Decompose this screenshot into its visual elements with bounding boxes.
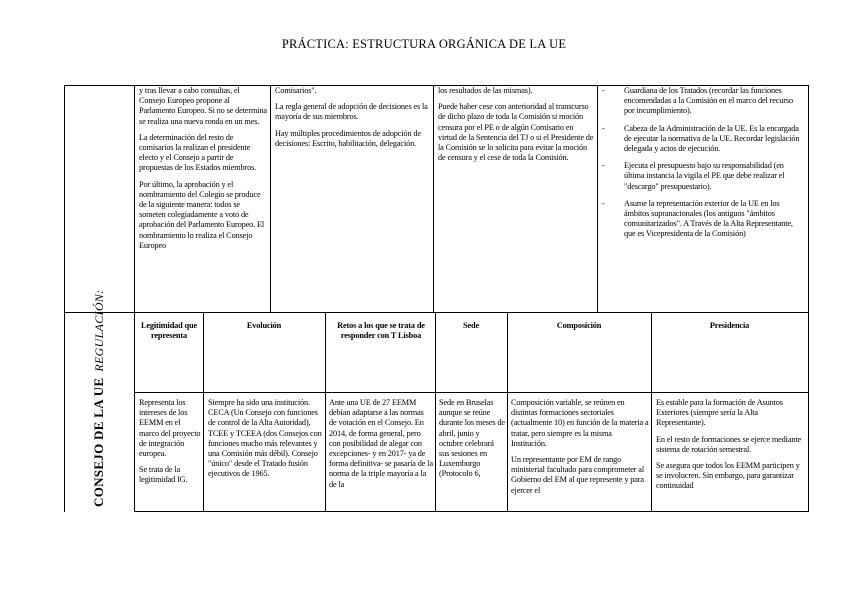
legitimidad-cell — [139, 398, 201, 510]
page-title: PRÁCTICA: ESTRUCTURA ORGÁNICA DE LA UE — [281, 37, 567, 51]
paragraph: Comisarios". — [275, 86, 317, 95]
paragraph: Siempre ha sido una institución. CECA (Un Consejo con funciones de control de la Alta Autoridad), TCEE y TCEEA (dos Consejos con funciones mucho más relevantes y una Comisión más débil). Consejo "único" desde el Tratado fusión ejecutivos de 1965. — [208, 398, 322, 479]
paragraph: Sede en Bruselas aunque se reúne durante los meses de abril, junio y octubre celebrará sus sesiones en Luxemburgo (Protocolo 6, — [439, 398, 505, 479]
paragraph: En el resto de formaciones se ejerce mediante sistema de rotación semestral. — [656, 434, 802, 454]
composicion-cell — [511, 398, 649, 510]
retos-cell — [329, 398, 433, 510]
list-item: - Asume la representación exterior de la UE en los ámbitos supranacionales (los antiguos "ámbitos comunitarizados". A Través de la Alta Representante, que es Vicepresidenta de la Comisión) — [602, 198, 793, 239]
header-composicion: Composición — [556, 321, 602, 330]
paragraph: Hay múltiples procedimientos de adopción de decisiones: Escrito, habilitación, delegación. — [275, 128, 421, 148]
sede-cell — [439, 398, 505, 510]
comision-funciones-cell — [602, 86, 805, 311]
paragraph: Representa los intereses de los EEMM en el marco del proyecto de integración europea. — [139, 398, 201, 459]
paragraph: Composición variable, se reúnen en distintas formaciones sectoriales (actualmente 10) en función de la materia a tratar, pero siempre es la misma Institución. — [511, 398, 649, 448]
paragraph: La determinación del resto de comisarios la realizan el presidente electo y el Consejo a partir de propuestas de los Estados miembros. — [139, 132, 257, 173]
paragraph: Se trata de la legitimidad IG. — [139, 465, 188, 485]
header-evolucion: Evolución — [246, 321, 282, 330]
header-retos: Retos a los que se trata de responder con T Lisboa — [337, 321, 425, 340]
paragraph: y tras llevar a cabo consultas, el Consejo Europeo propone al Parlamento Europeo. Si no se determina se realiza una nueva ronda en un mes. — [139, 86, 267, 126]
header-legitimidad: Legitimidad que representa — [140, 321, 198, 340]
paragraph: Ante una UE de 27 EEMM debían adaptarse a las normas de votación en el Consejo. En 2014, de forma general, pero con posibilidad de alegar con excepciones- y en 2017- ya de forma definitiva- se pasaría de la norma de la triple mayoría a la de la — [329, 398, 433, 489]
paragraph: Puede haber cese con anterioridad al transcurso de dicho plazo de toda la Comisión si moción censura por el PE o de algún Comisario en virtud de la Sentencia del TJ o si el Presidente de la Comisión se lo solicita para evitar la moción de censura y el cese de toda la Comisión. — [438, 102, 594, 163]
paragraph: Un representante por EM de rango ministerial facultado para comprometer al Gobierno del EM al que represente y para ejercer el — [511, 455, 644, 495]
list-item: - Cabeza de la Administración de la UE. Es la encargada de ejecutar la normativa de la UE. Recordar legislación delegada y actos de ejecución. — [602, 123, 800, 154]
funciones-list — [602, 86, 805, 240]
paragraph: Por último, la aprobación y el nombramiento del Colegio se produce de la siguiente manera: todos se someten colegiadamente a voto de aprobación del Parlamento Europeo. El nombramiento lo realiza el Consejo Europeo — [139, 179, 265, 250]
presidencia-cell — [656, 398, 806, 510]
comision-cese-cell — [438, 86, 594, 311]
paragraph: La regla general de adopción de decisiones es la mayoría de sus miembros. — [275, 102, 428, 122]
paragraph: Es estable para la formación de Asuntos Exteriores (siempre sería la Alta Representante). — [656, 398, 783, 428]
header-presidencia: Presidencia — [709, 321, 750, 330]
regulacion-label: REGULACIÓN: — [92, 289, 106, 372]
comision-nombramiento-cell — [139, 86, 267, 311]
evolucion-cell — [208, 398, 323, 510]
consejo-label: CONSEJO DE LA UE — [91, 377, 106, 507]
header-sede: Sede — [463, 321, 479, 330]
list-item: - Guardiana de los Tratados (recordar las funciones encomendadas a la Comisión en el marco del recurso por incumplimiento). — [602, 86, 793, 116]
paragraph: Se asegura que todos los EEMM participen y se involucren. Sin embargo, para garantizar continuidad — [656, 461, 800, 491]
consejo-side-label — [64, 289, 134, 511]
comision-decisiones-cell — [275, 86, 430, 311]
paragraph: los resultados de las mismas). — [438, 86, 533, 95]
list-item: - Ejecuta el presupuesto bajo su responsabilidad (en última instancia la vigila el PE que debe realizar el "descargo" presupuestario). — [602, 161, 785, 191]
